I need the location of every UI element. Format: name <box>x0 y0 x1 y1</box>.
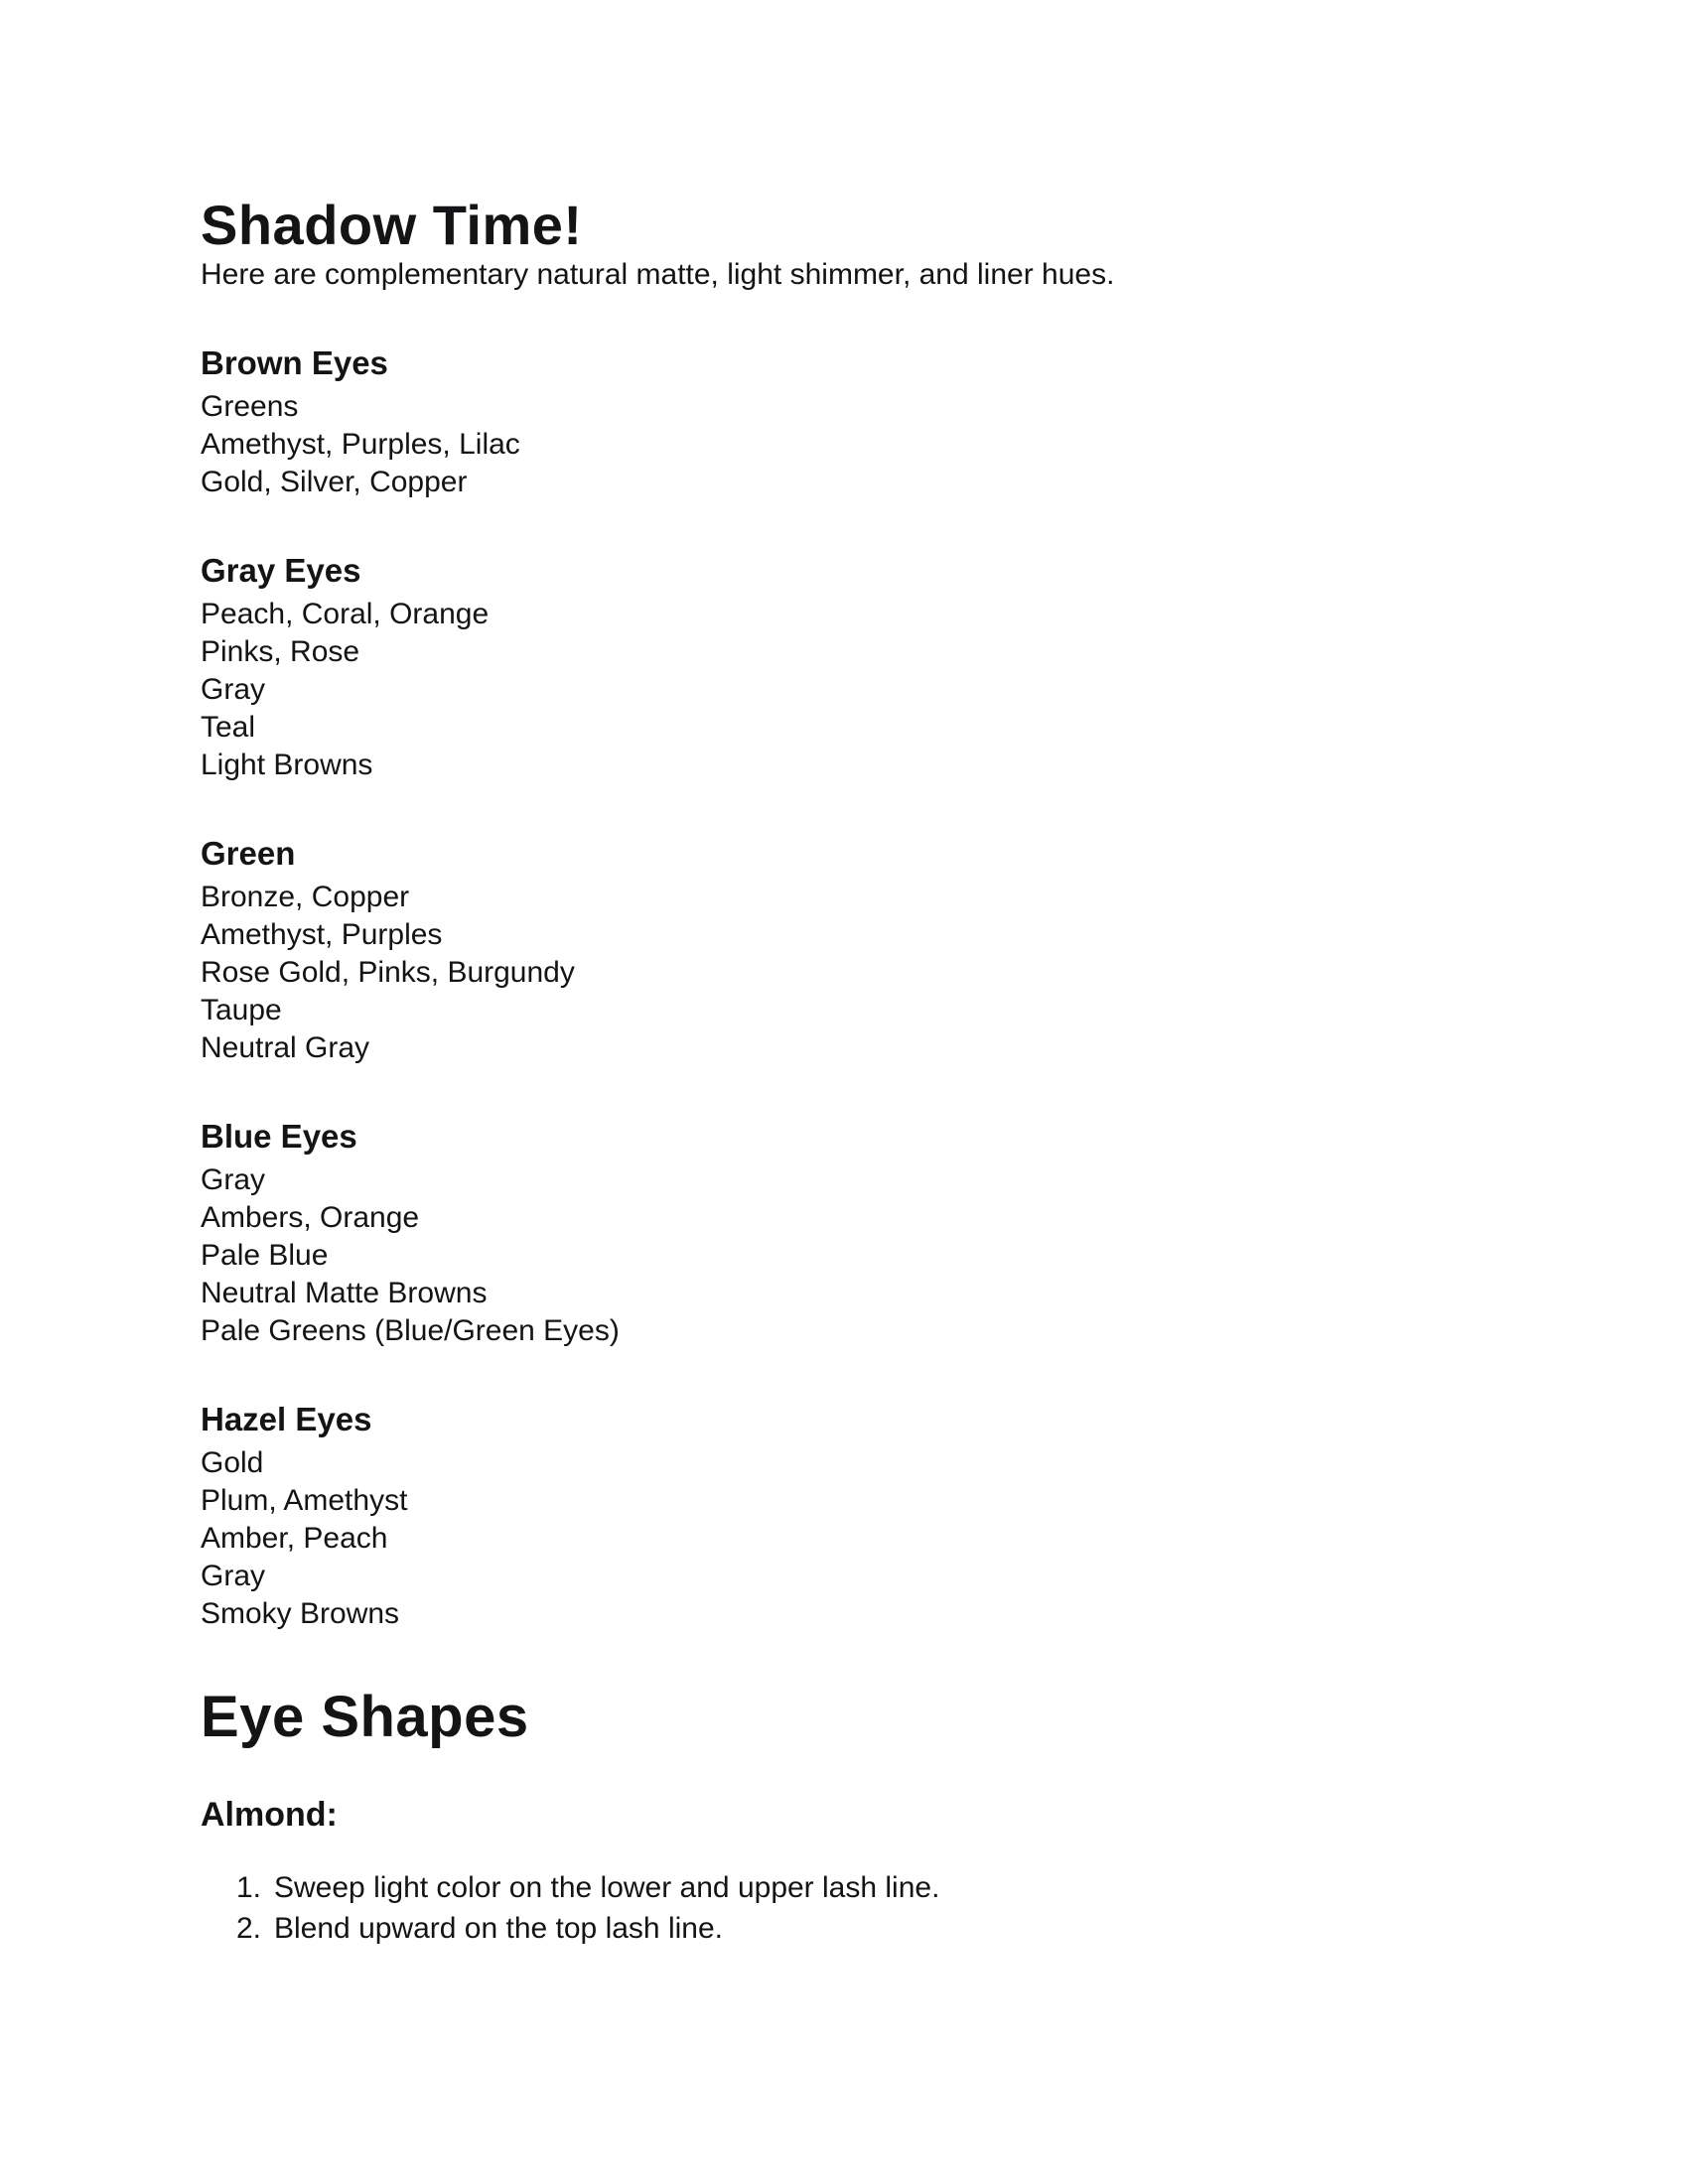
doc-subtitle: Here are complementary natural matte, light shimmer, and liner hues. <box>201 258 1115 291</box>
eye-color-section <box>201 1397 1491 1633</box>
eye-color-section <box>201 831 1491 1067</box>
shade-line: Gray <box>201 673 266 706</box>
shade-line: Gray <box>201 1163 266 1196</box>
list-item-number: 1. <box>236 1871 262 1904</box>
section-heading: Hazel Eyes <box>201 1401 372 1437</box>
eye-color-section <box>201 341 1491 501</box>
eye-color-section <box>201 1114 1491 1350</box>
list-item <box>201 1867 1491 1908</box>
shade-line: Taupe <box>201 994 282 1026</box>
shade-line: Gold, Silver, Copper <box>201 466 468 498</box>
shade-line: Amethyst, Purples, Lilac <box>201 428 520 461</box>
shade-line: Smoky Browns <box>201 1597 400 1630</box>
shade-line: Gray <box>201 1560 266 1592</box>
shade-line: Teal <box>201 711 256 744</box>
shade-line: Pinks, Rose <box>201 635 360 668</box>
eye-shapes-heading: Eye Shapes <box>201 1685 529 1749</box>
shade-line: Ambers, Orange <box>201 1201 420 1234</box>
shade-line: Peach, Coral, Orange <box>201 598 490 630</box>
shade-line: Rose Gold, Pinks, Burgundy <box>201 956 575 989</box>
eye-color-section <box>201 548 1491 784</box>
shade-line: Pale Blue <box>201 1239 329 1272</box>
shade-line: Gold <box>201 1446 264 1479</box>
shade-line: Amethyst, Purples <box>201 918 443 951</box>
list-item-number: 2. <box>236 1912 262 1945</box>
section-heading: Green <box>201 835 296 872</box>
section-heading: Brown Eyes <box>201 344 388 381</box>
section-heading: Gray Eyes <box>201 552 361 589</box>
list-item-text: Sweep light color on the lower and upper lash line. <box>274 1871 940 1904</box>
shade-line: Plum, Amethyst <box>201 1484 408 1517</box>
section-heading: Blue Eyes <box>201 1118 357 1155</box>
list-item <box>201 1908 1491 1949</box>
doc-title: Shadow Time! <box>201 194 583 256</box>
eye-color-sections <box>201 341 1491 1633</box>
shade-line: Bronze, Copper <box>201 881 410 913</box>
list-item-text: Blend upward on the top lash line. <box>274 1912 723 1945</box>
almond-steps-list <box>201 1867 1491 1949</box>
almond-heading: Almond: <box>201 1796 338 1834</box>
shade-line: Amber, Peach <box>201 1522 388 1555</box>
shade-line: Pale Greens (Blue/Green Eyes) <box>201 1314 620 1347</box>
shade-line: Neutral Matte Browns <box>201 1277 488 1309</box>
shade-line: Neutral Gray <box>201 1031 370 1064</box>
shade-line: Greens <box>201 390 299 423</box>
shade-line: Light Browns <box>201 749 373 781</box>
